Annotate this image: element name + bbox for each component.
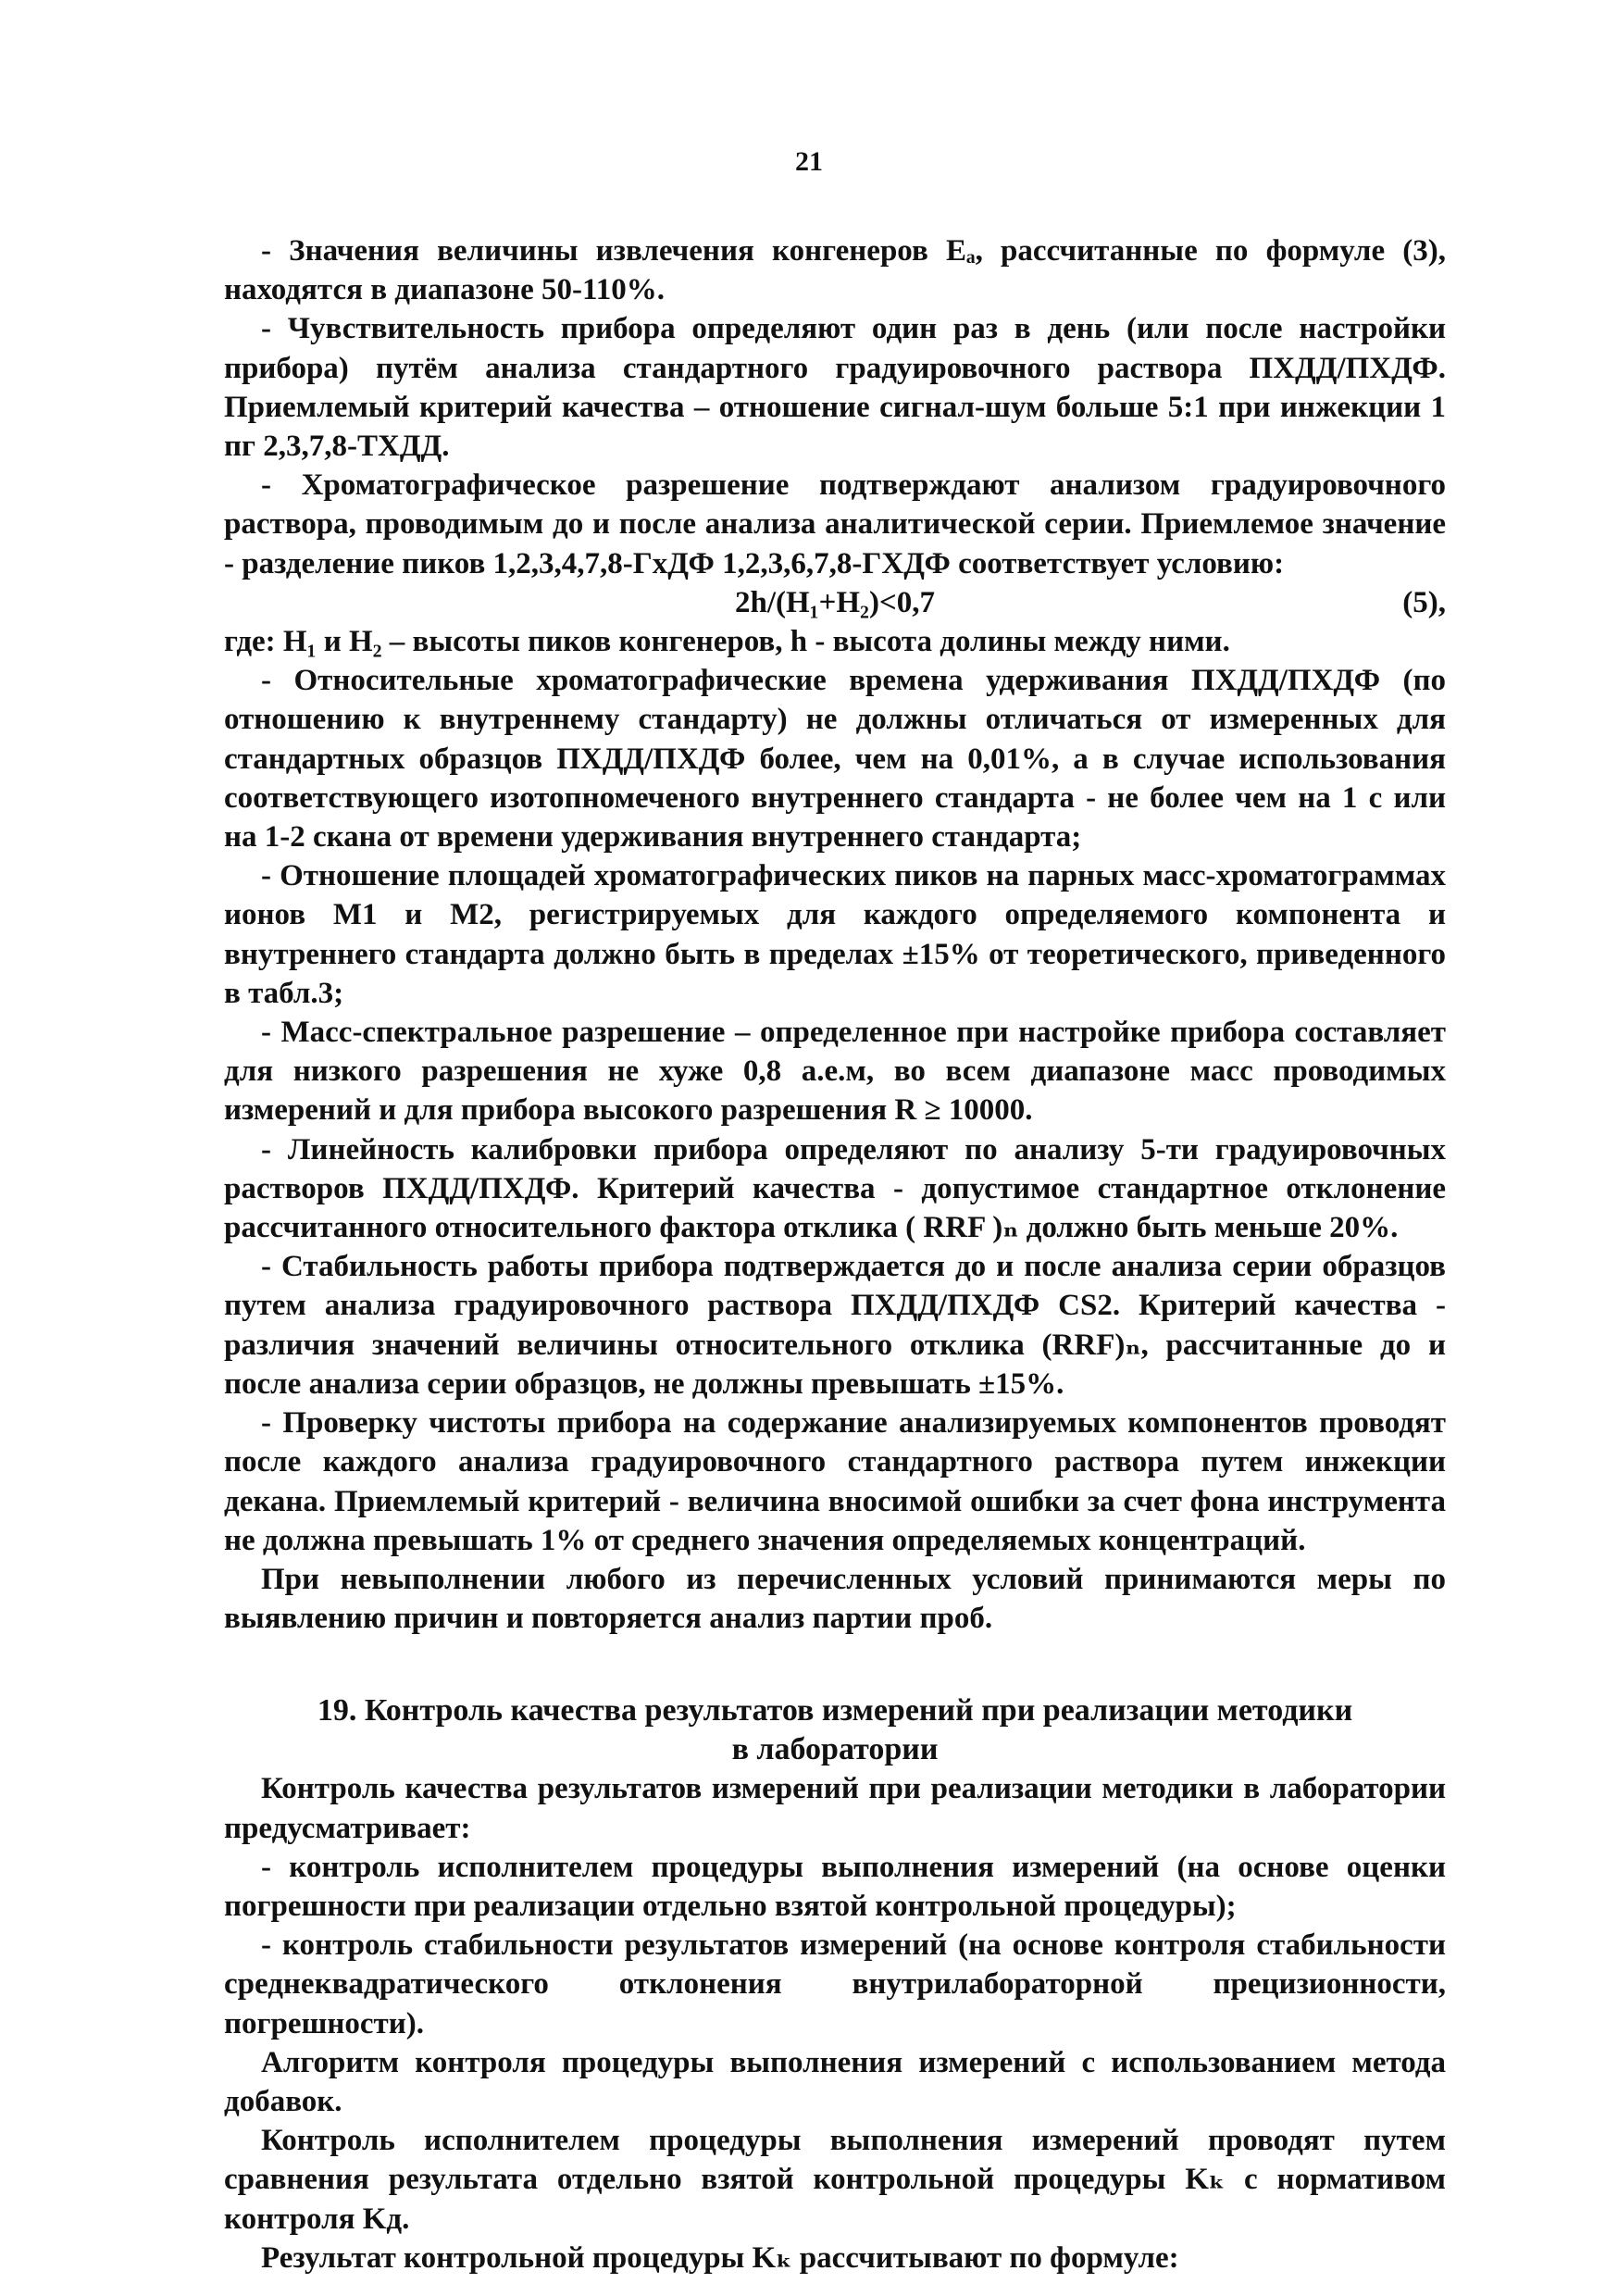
paragraph: Контроль качества результатов измерений при реализации методики в лаборатории предусматривает: xyxy=(224,1772,1446,1845)
paragraph: Контроль исполнителем процедуры выполнения измерений проводят путем сравнения результата отдельно взятой контрольной процедуры Kₖ с нормативом контроля Kд. xyxy=(224,2124,1446,2236)
paragraph: - Хроматографическое разрешение подтверждают анализом градуировочного раствора, проводимым до и после анализа аналитической серии. Приемлемое значение - разделение пиков 1,2,3,4,7,8-ГхДФ 1,2,3,6,7,8-ГХДФ соответствует условию: xyxy=(224,468,1446,580)
paragraph: Алгоритм контроля процедуры выполнения измерений с использованием метода добавок. xyxy=(224,2045,1446,2118)
formula-expression: 2h/(H₁+H₂)<0,7 xyxy=(735,585,935,619)
paragraph: - Относительные хроматографические времена удерживания ПХДД/ПХДФ (по отношению к внутреннему стандарту) не должны отличаться от измеренных для стандартных образцов ПХДД/ПХДФ более, чем на 0,01%, а в случае использования соответствующего изотопномеченого внутреннего стандарта - не более чем на 1 с или на 1-2 скана от времени удерживания внутреннего стандарта; xyxy=(224,664,1446,855)
paragraph: - Отношение площадей хроматографических пиков на парных масс-хроматограммах ионов M1 и M2, регистрируемых для каждого определяемого компонента и внутреннего стандарта должно быть в пределах ±15% от теоретического, приведенного в табл.3; xyxy=(224,859,1446,1010)
formula-5 xyxy=(224,583,1446,622)
paragraph: - контроль исполнителем процедуры выполнения измерений (на основе оценки погрешности при реализации отдельно взятой контрольной процедуры); xyxy=(224,1850,1446,1923)
paragraph: - Чувствительность прибора определяют один раз в день (или после настройки прибора) путём анализа стандартного градуировочного раствора ПХДД/ПХДФ. Приемлемый критерий качества – отношение сигнал-шум больше 5:1 при инжекции 1 пг 2,3,7,8-ТХДД. xyxy=(224,312,1446,464)
paragraph: При невыполнении любого из перечисленных условий принимаются меры по выявлению причин и повторяется анализ партии проб. xyxy=(224,1562,1446,1636)
paragraph: - Линейность калибровки прибора определяют по анализу 5-ти градуировочных растворов ПХДД/ПХДФ. Критерий качества - допустимое стандартное отклонение рассчитанного относительного фактора отклика ( RRF )ₙ должно быть меньше 20%. xyxy=(224,1132,1446,1245)
paragraph: - Стабильность работы прибора подтверждается до и после анализа серии образцов путем анализа градуировочного раствора ПХДД/ПХДФ CS2. Критерий качества - различия значений величины относительного отклика (RRF)ₙ, рассчитанные до и после анализа серии образцов, не должны превышать ±15%. xyxy=(224,1250,1446,1401)
paragraph: Результат контрольной процедуры Kₖ рассчитывают по формуле: xyxy=(261,2240,1179,2275)
section-heading xyxy=(224,1691,1446,1769)
paragraph: - Проверку чистоты прибора на содержание анализируемых компонентов проводят после каждого анализа градуировочного стандартного раствора путем инжекции декана. Приемлемый критерий - величина вносимой ошибки за счет фона инструмента не должна превышать 1% от среднего значения определяемых концентраций. xyxy=(224,1406,1446,1557)
formula-number: (5), xyxy=(1402,585,1446,619)
heading-line: в лаборатории xyxy=(731,1732,939,1767)
page-number: 21 xyxy=(795,146,823,177)
paragraph: - Масс-спектральное разрешение – определенное при настройке прибора составляет для низкого разрешения не хуже 0,8 а.е.м, во всем диапазоне масс проводимых измерений и для прибора высокого разрешения R ≥ 10000. xyxy=(224,1016,1446,1128)
body-text xyxy=(224,231,1446,2277)
paragraph: - контроль стабильности результатов измерений (на основе контроля стабильности среднеквадратического отклонения внутрилабораторной прецизионности, погрешности). xyxy=(224,1928,1446,2040)
paragraph: где: H₁ и H₂ – высоты пиков конгенеров, h - высота долины между ними. xyxy=(224,625,1230,659)
heading-line: 19. Контроль качества результатов измерений при реализации методики xyxy=(317,1693,1353,1728)
paragraph: - Значения величины извлечения конгенеров Eₐ, рассчитанные по формуле (3), находятся в диапазоне 50-110%. xyxy=(224,234,1446,307)
